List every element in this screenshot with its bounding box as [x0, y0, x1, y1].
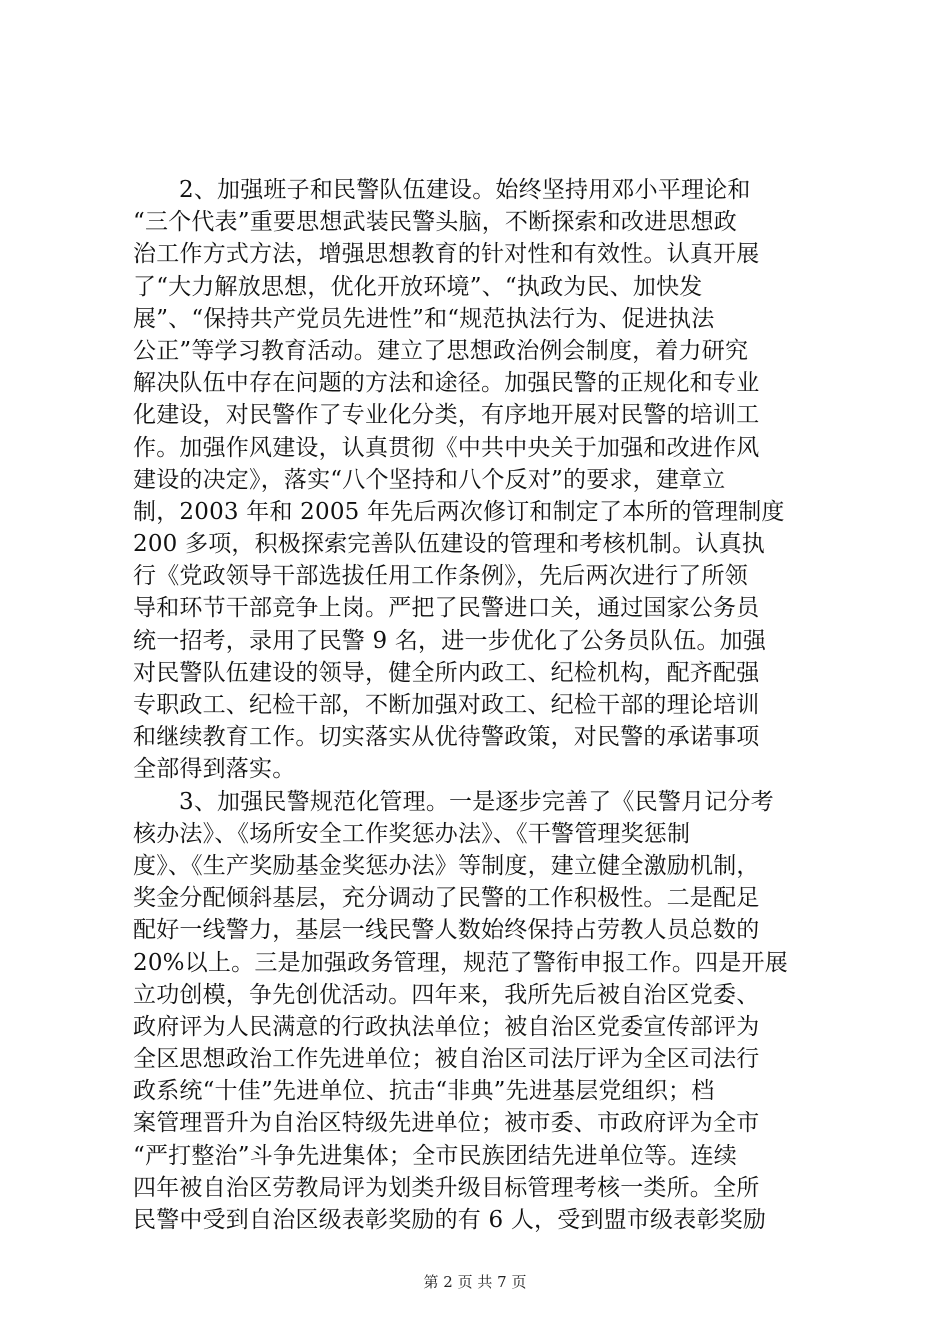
body-text: [133, 174, 833, 1236]
text-line: 20%以上。三是加强政务管理，规范了警衔申报工作。四是开展: [133, 949, 788, 976]
paragraph-3: [133, 786, 833, 1237]
text-line: 对民警队伍建设的领导，健全所内政工、纪检机构，配齐配强: [133, 659, 760, 686]
text-line: 导和环节干部竞争上岗。严把了民警进口关，通过国家公务员: [133, 595, 760, 622]
text-line: 四年被自治区劳教局评为划类升级目标管理考核一类所。全所: [133, 1174, 760, 1201]
text-line: 和继续教育工作。切实落实从优待警政策，对民警的承诺事项: [133, 724, 760, 751]
text-line: 作。加强作风建设，认真贯彻《中共中央关于加强和改进作风: [133, 434, 760, 461]
text-line: 案管理晋升为自治区特级先进单位；被市委、市政府评为全市: [133, 1110, 760, 1137]
text-line: 全区思想政治工作先进单位；被自治区司法厅评为全区司法行: [133, 1046, 760, 1073]
text-line: 政府评为人民满意的行政执法单位；被自治区党委宣传部评为: [133, 1013, 760, 1040]
text-line: 解决队伍中存在问题的方法和途径。加强民警的正规化和专业: [133, 370, 760, 397]
text-line: 2、加强班子和民警队伍建设。始终坚持用邓小平理论和: [179, 177, 751, 203]
text-line: 配好一线警力，基层一线民警人数始终保持占劳教人员总数的: [133, 917, 760, 944]
page-footer: 第 2 页 共 7 页: [423, 1273, 527, 1291]
text-line: 了“大力解放思想，优化开放环境”、“执政为民、加快发: [133, 273, 703, 300]
text-line: 全部得到落实。: [133, 756, 296, 783]
text-line: 奖金分配倾斜基层，充分调动了民警的工作积极性。二是配足: [133, 885, 760, 912]
text-line: 公正”等学习教育活动。建立了思想政治例会制度，着力研究: [133, 337, 749, 364]
text-line: 民警中受到自治区级表彰奖励的有 6 人，受到盟市级表彰奖励: [133, 1207, 767, 1233]
text-line: “三个代表”重要思想武装民警头脑，不断探索和改进思想政: [133, 209, 737, 236]
text-line: 展”、“保持共产党员先进性”和“规范执法行为、促进执法: [133, 305, 715, 332]
text-line: “严打整治”斗争先进集体；全市民族团结先进单位等。连续: [133, 1142, 737, 1169]
text-line: 统一招考，录用了民警 9 名，进一步优化了公务员队伍。加强: [133, 627, 767, 654]
text-line: 立功创模，争先创优活动。四年来，我所先后被自治区党委、: [133, 981, 760, 1008]
text-line: 度》、《生产奖励基金奖惩办法》等制度，建立健全激励机制，: [133, 852, 760, 879]
text-line: 3、加强民警规范化管理。一是逐步完善了《民警月记分考: [179, 788, 774, 815]
text-line: 政系统“十佳”先进单位、抗击“非典”先进基层党组织；档: [133, 1078, 715, 1105]
text-line: 专职政工、纪检干部，不断加强对政工、纪检干部的理论培训: [133, 692, 760, 718]
text-line: 200 多项，积极探索完善队伍建设的管理和考核机制。认真执: [133, 531, 766, 558]
text-line: 建设的决定》，落实“八个坚持和八个反对”的要求，建章立: [133, 466, 726, 493]
text-line: 行《党政领导干部选拔任用工作条例》，先后两次进行了所领: [133, 563, 748, 590]
paragraph-2: [133, 174, 833, 786]
text-line: 制，2003 年和 2005 年先后两次修订和制定了本所的管理制度: [133, 498, 785, 525]
text-line: 核办法》、《场所安全工作奖惩办法》、《干警管理奖惩制: [133, 820, 691, 847]
text-line: 化建设，对民警作了专业化分类，有序地开展对民警的培训工: [133, 402, 760, 429]
text-line: 治工作方式方法，增强思想教育的针对性和有效性。认真开展: [133, 241, 760, 268]
